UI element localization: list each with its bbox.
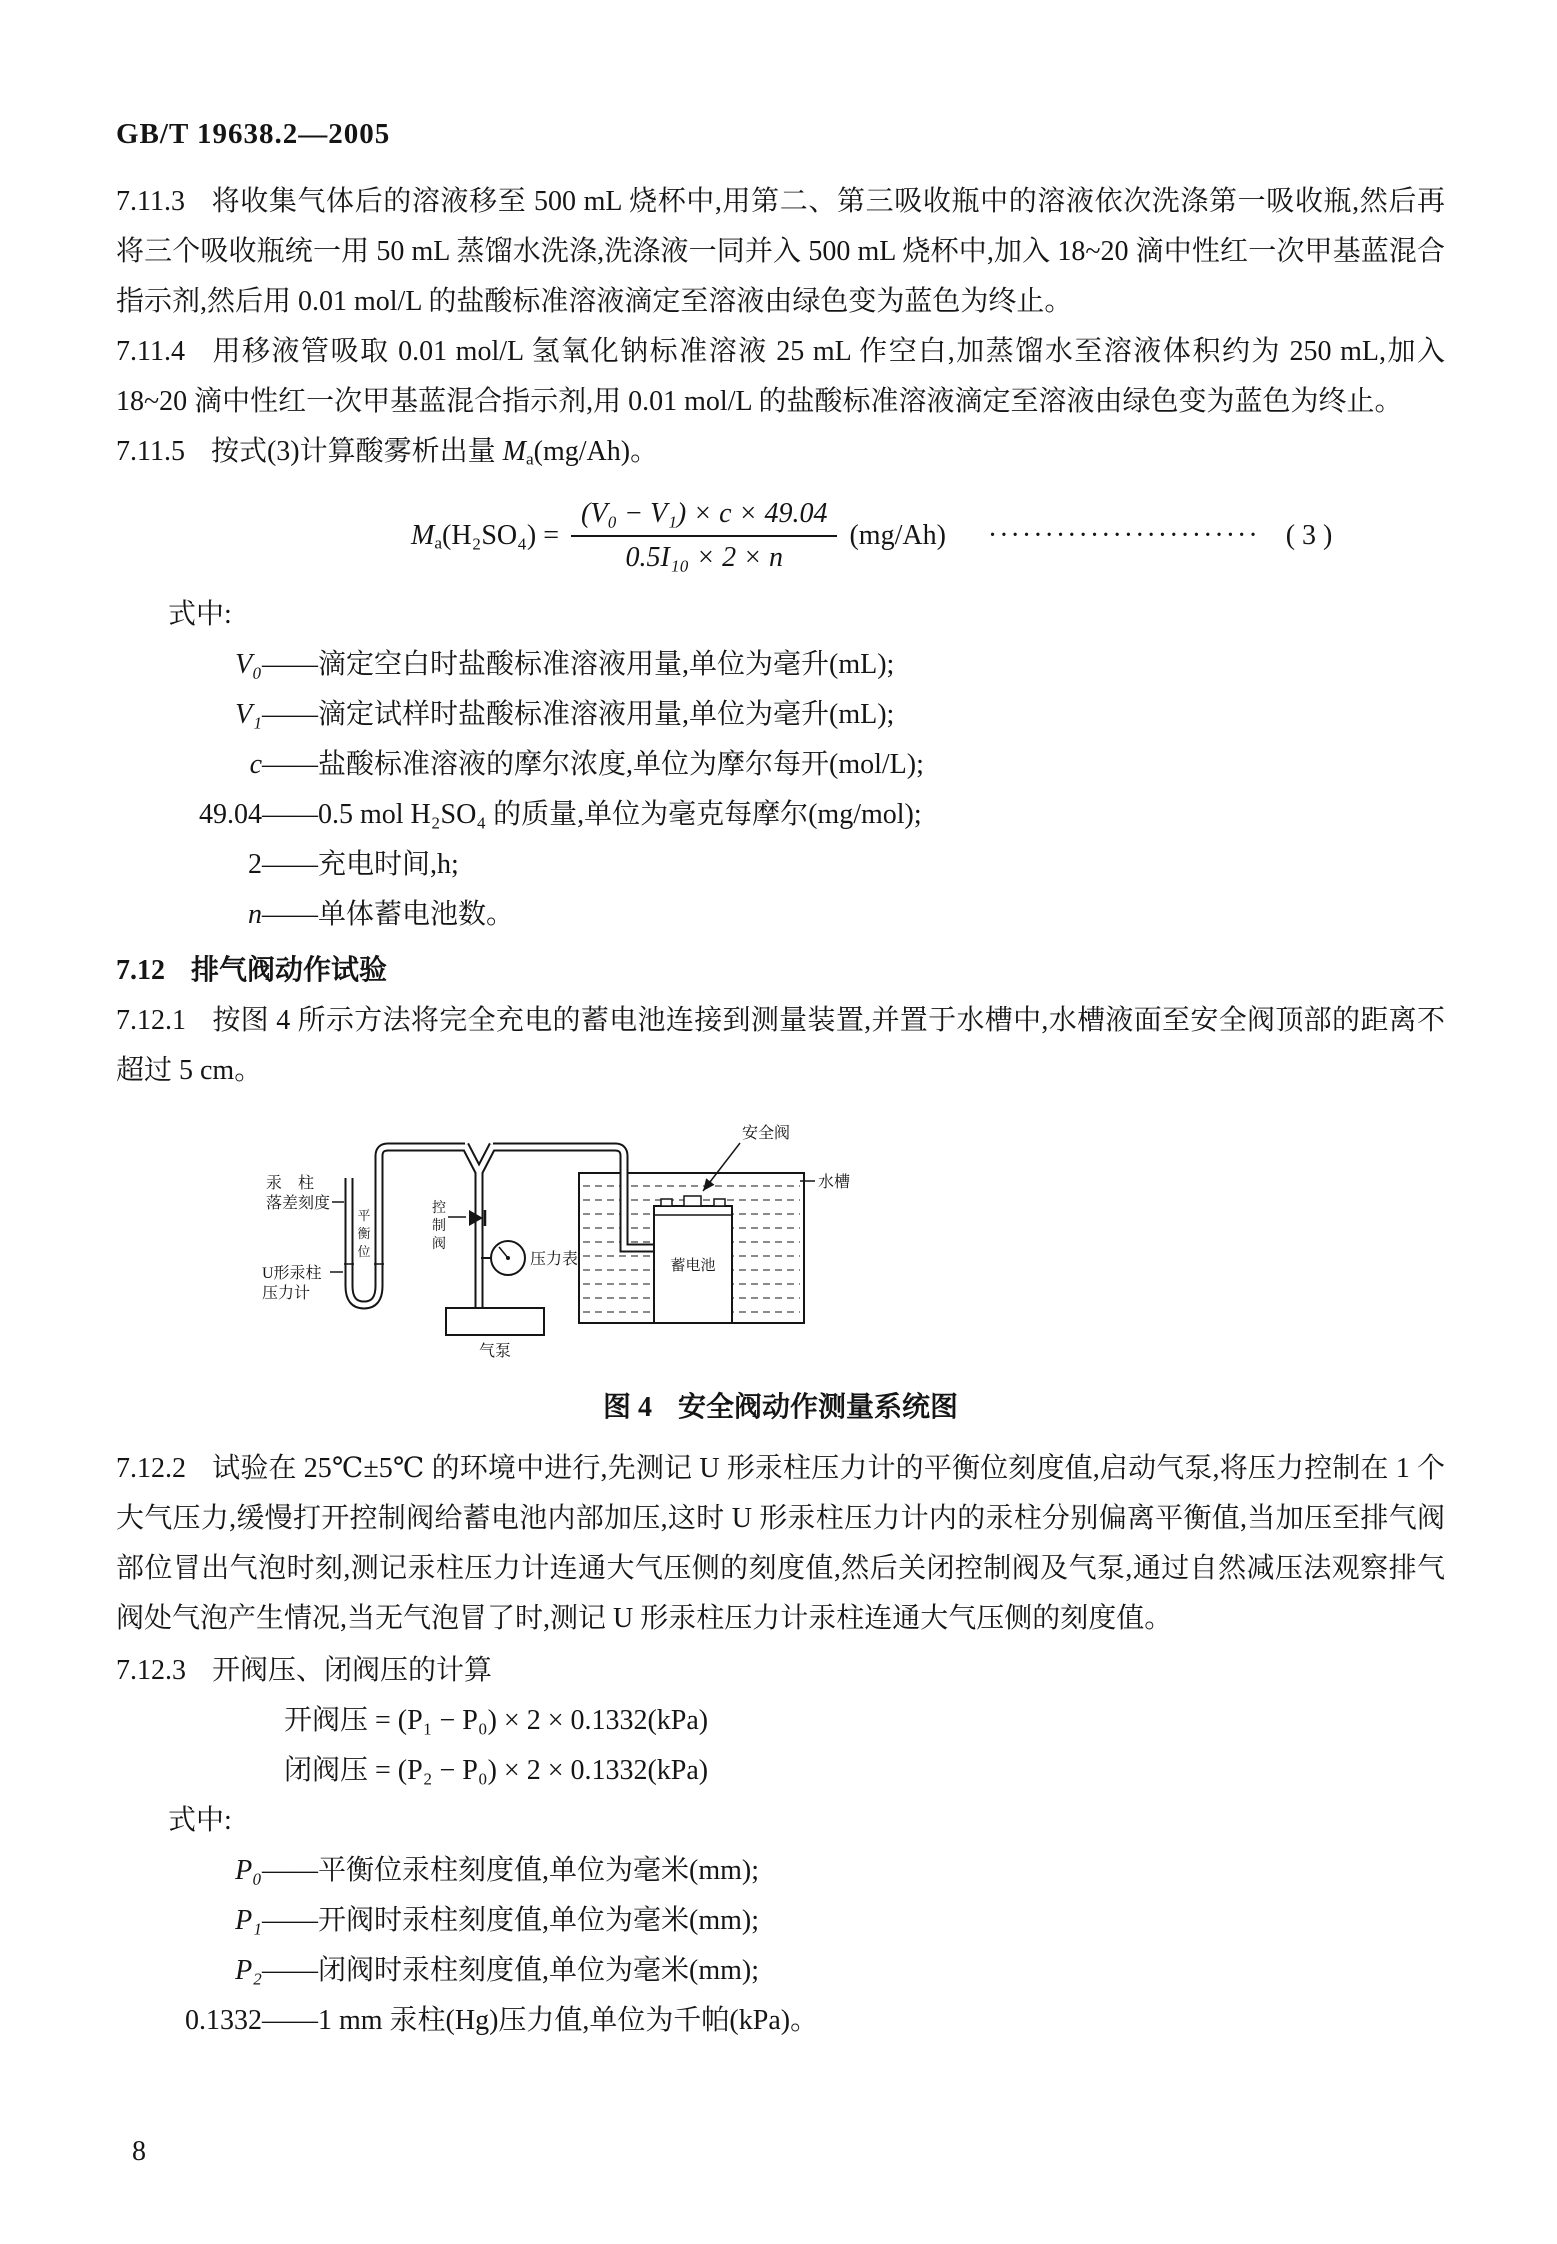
definition-row (116, 1946, 1445, 1996)
pressure-gauge-label: 压力表 (530, 1251, 579, 1269)
section-number: 7.12.3 (116, 1655, 186, 1687)
open-valve-pressure-equation: 开阀压 = (P₁ − P₀) × 2 × 0.1332(kPa) (284, 1705, 709, 1737)
close-valve-pressure-equation: 闭阀压 = (P₂ − P₀) × 2 × 0.1332(kPa) (284, 1755, 709, 1787)
definition-term: c (249, 749, 262, 781)
definition-desc: ——盐酸标准溶液的摩尔浓度,单位为摩尔每开(mol/L); (262, 749, 924, 781)
definition-term: 2 (248, 849, 262, 881)
definition-term: V₀ (235, 649, 262, 681)
u-manometer-label-line1: U形汞柱 (262, 1265, 322, 1283)
definition-desc: ——1 mm 汞柱(Hg)压力值,单位为千帕(kPa)。 (262, 2005, 819, 2037)
where-intro: 式中: (168, 1805, 232, 1837)
paragraph-7-11-3 (116, 177, 1445, 327)
definition-term: 49.04 (199, 799, 262, 831)
definition-desc: ——闭阀时汞柱刻度值,单位为毫米(mm); (262, 1955, 759, 1987)
battery-terminal (661, 1199, 672, 1206)
definition-term: P₁ (235, 1905, 262, 1937)
definition-term: n (248, 899, 262, 931)
air-pump-label: 气泵 (478, 1343, 512, 1361)
formula-3 (116, 498, 1445, 574)
definition-desc: ——开阀时汞柱刻度值,单位为毫米(mm); (262, 1905, 759, 1937)
definition-row (116, 1996, 1445, 2046)
figure-caption (116, 1382, 1445, 1434)
definition-desc: ——单体蓄电池数。 (262, 899, 515, 931)
figure-caption-number: 图 4 (602, 1392, 652, 1424)
paragraph-7-11-5 (116, 427, 1445, 484)
heading-7-12 (116, 946, 1445, 996)
definition-row (116, 690, 1445, 740)
definition-row (116, 840, 1445, 890)
definition-desc: ——0.5 mol H₂SO₄ 的质量,单位为毫克每摩尔(mg/mol); (262, 799, 922, 831)
safety-valve-nub (684, 1196, 701, 1206)
paragraph-text: 用移液管吸取 0.01 mol/L 氢氧化钠标准溶液 25 mL 作空白,加蒸馏水至溶液体积约为 250 mL,加入 18~20 滴中性红一次甲基蓝混合指示剂,用 0.01 mol/L 的盐酸标准溶液滴定至溶液由绿色变为蓝色为终止。 (116, 336, 1445, 417)
definition-term: 0.1332 (185, 2005, 262, 2037)
definition-term: P₀ (235, 1855, 262, 1887)
battery-label: 蓄电池 (670, 1258, 716, 1275)
figure-4-diagram (254, 1118, 1445, 1378)
balance-position-label: 平衡位 (357, 1208, 371, 1260)
definition-desc: ——平衡位汞柱刻度值,单位为毫米(mm); (262, 1855, 759, 1887)
definition-row (116, 740, 1445, 790)
formula-variable-subscript: a (525, 449, 534, 469)
section-number: 7.12.1 (116, 1005, 186, 1037)
paragraph-7-11-4 (116, 327, 1445, 427)
definition-term: P₂ (235, 1955, 262, 1987)
fraction-denominator: 0.5I₁₀ × 2 × n (625, 542, 784, 574)
safety-valve-label: 安全阀 (742, 1125, 791, 1143)
definition-row (116, 890, 1445, 940)
formula-lhs (411, 520, 559, 553)
paragraph-7-12-1 (116, 996, 1445, 1096)
heading-7-12-3 (116, 1646, 1445, 1696)
figure-caption-title: 安全阀动作测量系统图 (678, 1392, 959, 1424)
safety-valve-leader-arrow (703, 1143, 740, 1191)
definition-desc: ——滴定空白时盐酸标准溶液用量,单位为毫升(mL); (262, 649, 895, 681)
pressure-gauge (481, 1241, 525, 1275)
section-number: 7.11.4 (116, 336, 185, 367)
formula-variable: M (411, 519, 435, 551)
fraction-numerator: (V₀ − V₁) × c × 49.04 (571, 498, 837, 537)
measurement-system-diagram (254, 1118, 874, 1370)
mercury-scale-label-line1: 汞 柱 (266, 1175, 315, 1193)
definition-desc: ——充电时间,h; (262, 849, 459, 881)
paragraph-text: 按图 4 所示方法将完全充电的蓄电池连接到测量装置,并置于水槽中,水槽液面至安全阀顶部的距离不超过 5 cm。 (116, 1005, 1445, 1087)
battery-terminal (714, 1199, 725, 1206)
definition-row (116, 1896, 1445, 1946)
formula-leader-dots: ························ (987, 520, 1260, 552)
definition-row (116, 790, 1445, 840)
where-intro: 式中: (168, 599, 232, 631)
formula-lhs-rest: (H₂SO₄) = (442, 519, 560, 551)
mercury-scale-label-line2: 落差刻度 (266, 1195, 331, 1213)
heading-text: 排气阀动作试验 (191, 955, 388, 987)
doc-number: GB/T 19638.2—2005 (116, 118, 391, 150)
control-valve-label: 控制阀 (432, 1201, 446, 1253)
section-number: 7.11.5 (116, 436, 185, 467)
formula-variable-subscript: a (434, 532, 443, 552)
paragraph-text: 按式(3)计算酸雾析出量 (210, 436, 503, 467)
u-manometer-label-line2: 压力计 (262, 1285, 311, 1303)
definition-term: V₁ (235, 699, 262, 731)
paragraph-text: (mg/Ah)。 (533, 436, 659, 467)
pipe-bore (349, 1145, 656, 1307)
definition-row (116, 640, 1445, 690)
section-number: 7.12.2 (116, 1453, 186, 1485)
heading-text: 开阀压、闭阀压的计算 (212, 1655, 493, 1687)
page-number: 8 (132, 2136, 146, 2167)
formula-variable: M (502, 436, 526, 467)
paragraph-text: 试验在 25℃±5℃ 的环境中进行,先测记 U 形汞柱压力计的平衡位刻度值,启动气泵,将压力控制在 1 个大气压力,缓慢打开控制阀给蓄电池内部加压,这时 U 形汞柱压力计内的汞柱分别偏离平衡值,当加压至排气阀部位冒出气泡时刻,测记汞柱压力计连通大气压侧的刻度值,然后关闭控制阀及气泵,通过自然减压法观察排气阀处气泡产生情况,当无气泡冒了时,测记 U 形汞柱压力计汞柱连通大气压侧的刻度值。 (116, 1453, 1445, 1635)
paragraph-text: 将收集气体后的溶液移至 500 mL 烧杯中,用第二、第三吸收瓶中的溶液依次洗涤第一吸收瓶,然后再将三个吸收瓶统一用 50 mL 蒸馏水洗涤,洗涤液一同并入 500 mL 烧杯中,加入 18~20 滴中性红一次甲基蓝混合指示剂,然后用 0.01 mol/L 的盐酸标准溶液滴定至溶液由绿色变为蓝色为终止。 (116, 186, 1445, 317)
paragraph-7-12-2 (116, 1444, 1445, 1644)
section-number: 7.11.3 (116, 186, 185, 217)
water-tank-label: 水槽 (818, 1174, 851, 1192)
air-pump (446, 1308, 544, 1335)
definition-desc: ——滴定试样时盐酸标准溶液用量,单位为毫升(mL); (262, 699, 895, 731)
formula-fraction (571, 498, 837, 574)
section-number: 7.12 (116, 955, 165, 987)
definition-row (116, 1846, 1445, 1896)
formula-number: ( 3 ) (1285, 520, 1333, 552)
formula-unit: (mg/Ah) (849, 520, 946, 552)
